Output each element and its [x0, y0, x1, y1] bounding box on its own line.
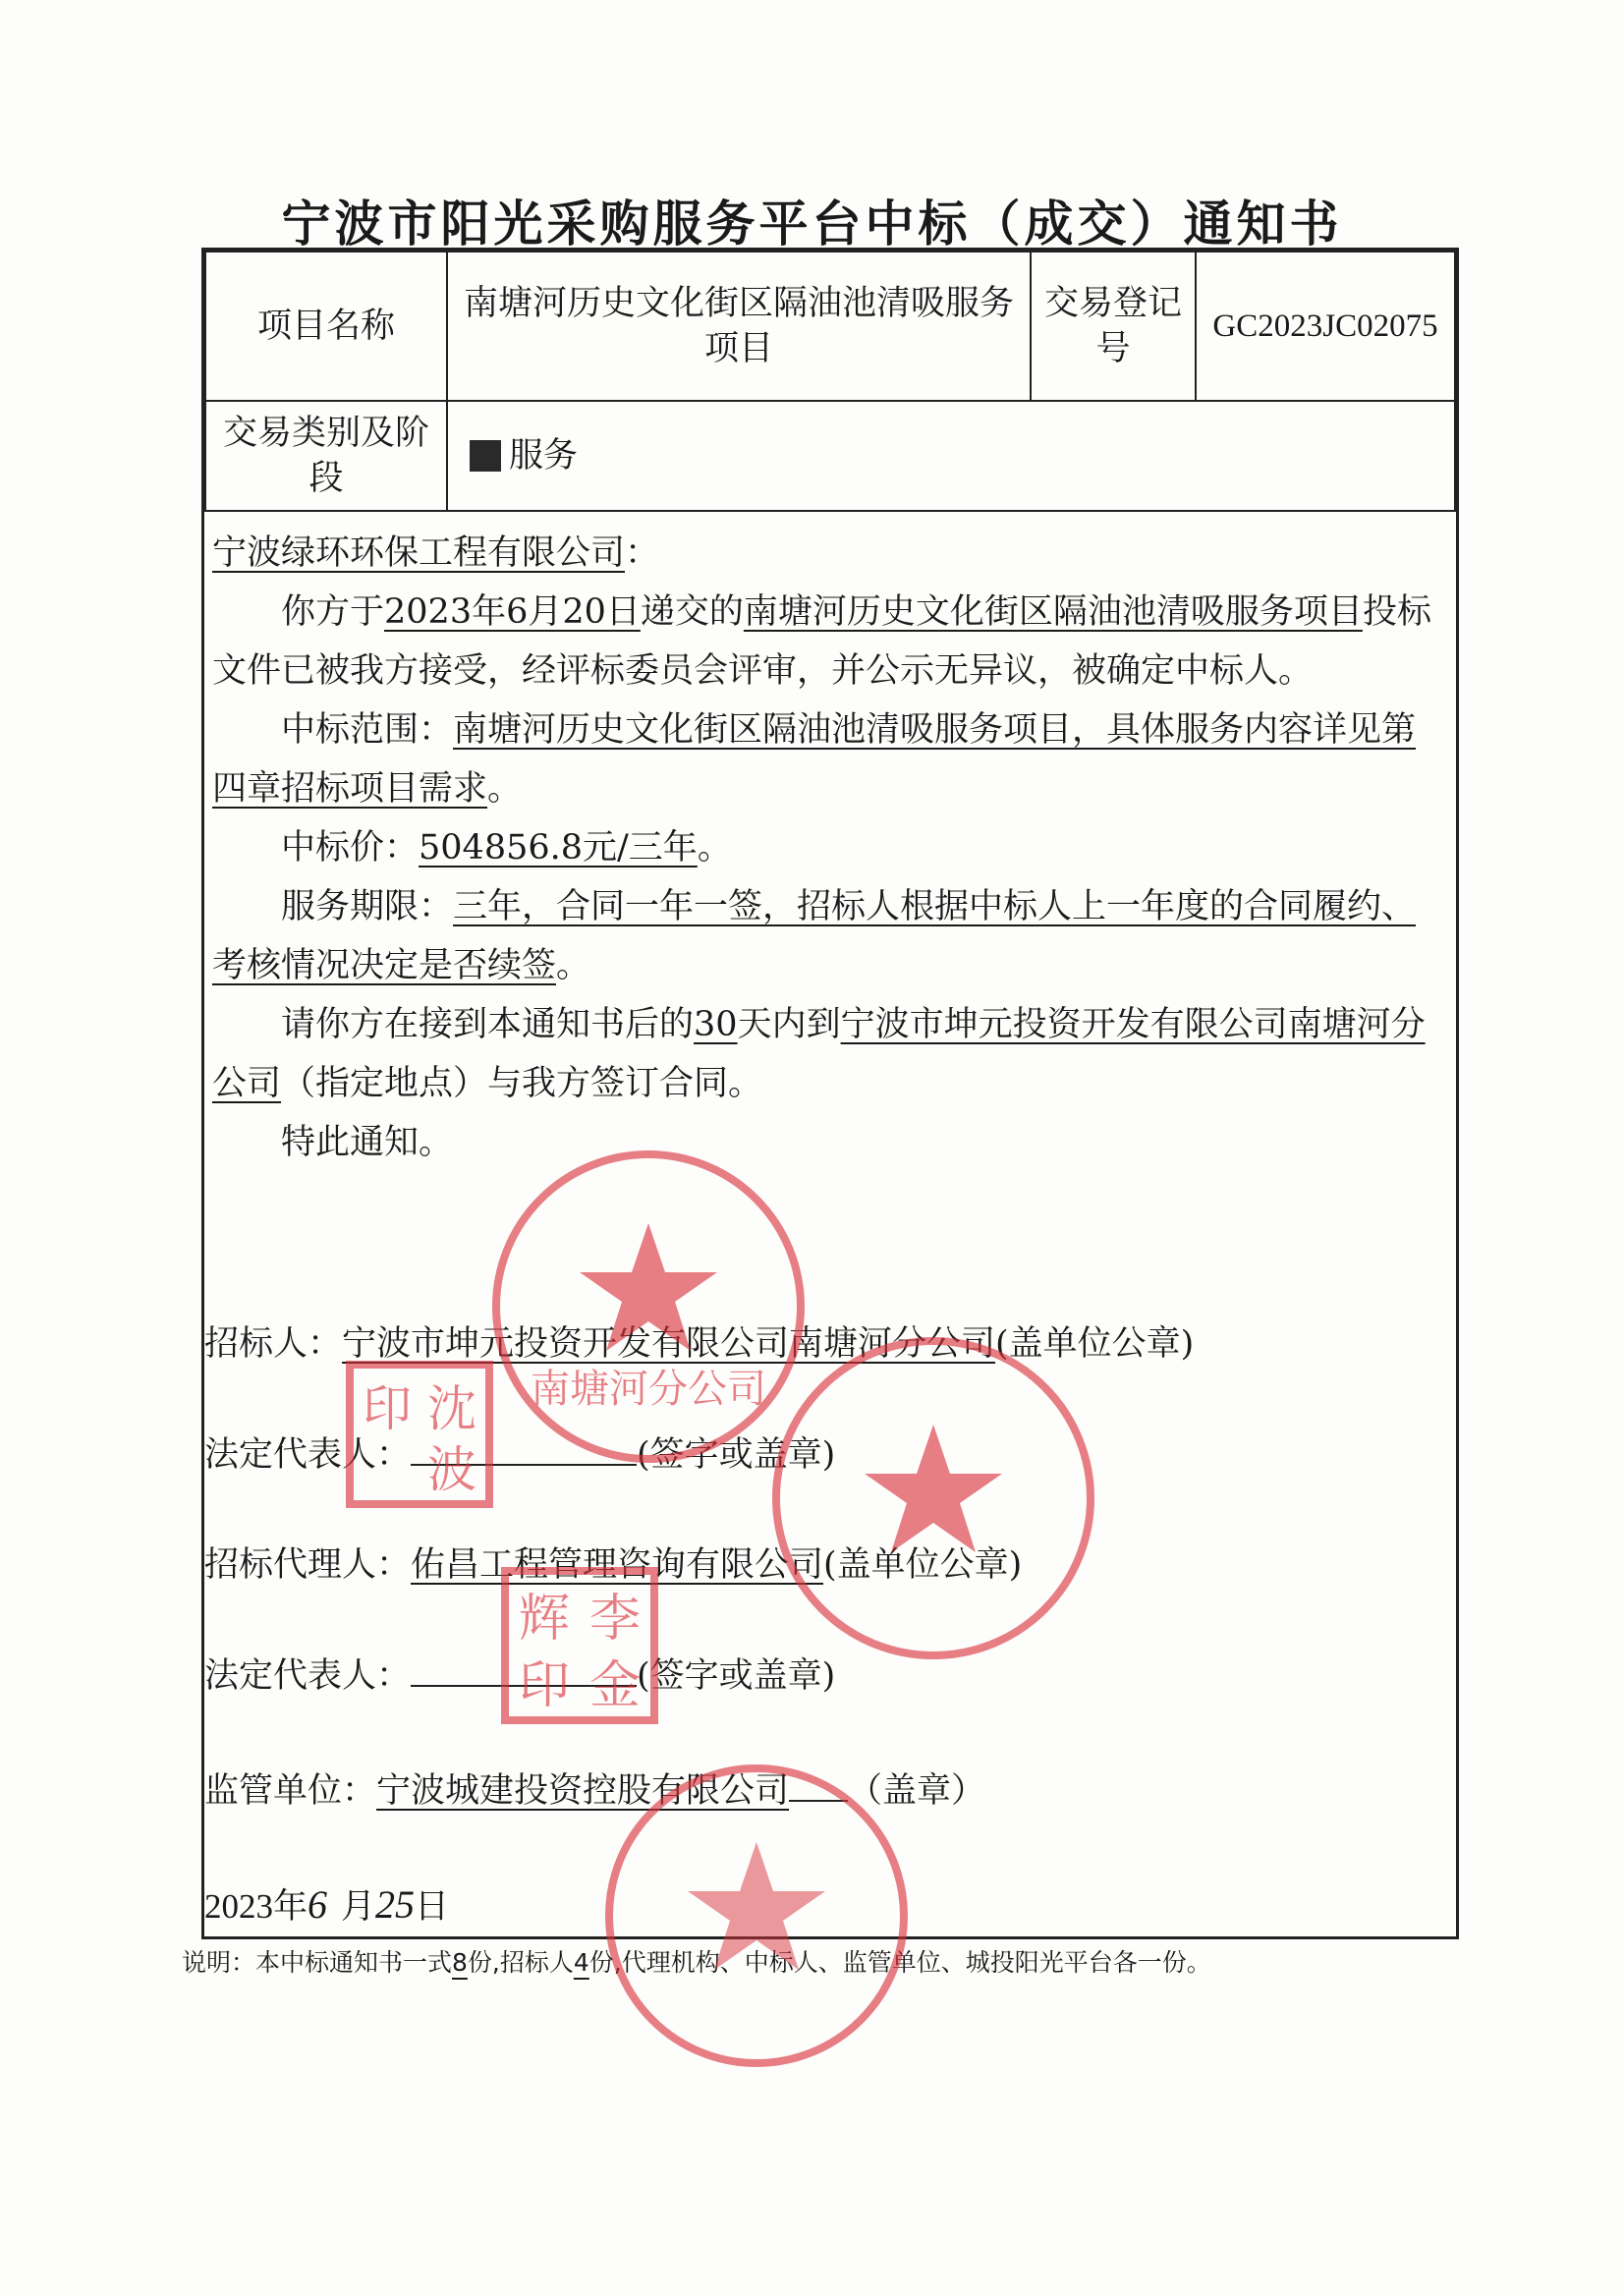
notice-body [212, 524, 1440, 1172]
supervisor-line: 监管单位：宁波城建投资控股有限公司 （盖章） [204, 1771, 986, 1811]
agent: 佑昌工程管理咨询有限公司 [411, 1545, 824, 1585]
reg-no: GC2023JC02075 [1196, 252, 1455, 401]
recipient-line: 宁波绿环环保工程有限公司： [212, 533, 660, 573]
award-project: 南塘河历史文化街区隔油池清吸服务项目 [743, 592, 1363, 632]
svg-text:波: 波 [427, 1441, 476, 1498]
category-cell [447, 401, 1455, 511]
checked-box-icon [470, 440, 501, 472]
paragraph-period: 服务期限：三年，合同一年一签，招标人根据中标人上一年度的合同履约、考核情况决定是否续签。 [212, 887, 1417, 985]
footnote: 说明：本中标通知书一式8份,招标人4份,代理机构、中标人、监管单位、城投阳光平台各一份。 [182, 1948, 1211, 1977]
personal-seal-1-icon [346, 1361, 493, 1508]
notice-frame [201, 248, 1459, 1939]
document-title: 宁波市阳光采购服务平台中标（成交）通知书 [281, 195, 1343, 252]
tenderer: 宁波市坤元投资开发有限公司南塘河分公司 [342, 1324, 996, 1364]
paragraph-scope: 中标范围：南塘河历史文化街区隔油池清吸服务项目，具体服务内容详见第四章招标项目需求。 [212, 710, 1417, 809]
agent-line: 招标代理人：佑昌工程管理咨询有限公司(盖单位公章) [204, 1545, 1023, 1585]
issue-date: 2023年6 月25日 [204, 1882, 450, 1927]
date-month: 6 [308, 1882, 328, 1927]
legal-rep-line: 法定代表人： (签字或盖章) [204, 1435, 836, 1475]
award-scope: 南塘河历史文化街区隔油池清吸服务项目，具体服务内容详见第四章招标项目需求 [212, 710, 1417, 809]
recipient: 宁波绿环环保工程有限公司 [212, 533, 626, 573]
legal-rep2-line: 法定代表人： (签字或盖章) [204, 1656, 836, 1696]
closing-line: 特此通知。 [281, 1123, 454, 1162]
submission-date: 2023年6月20日 [384, 592, 641, 632]
svg-text:沈: 沈 [427, 1380, 476, 1437]
service-period: 三年，合同一年一签，招标人根据中标人上一年度的合同履约、考核情况决定是否续签 [212, 887, 1417, 985]
date-day: 25 [375, 1882, 416, 1927]
svg-text:李: 李 [588, 1590, 642, 1649]
agent-seal-icon [766, 1331, 1100, 1665]
tenderer-seal-icon [486, 1145, 811, 1469]
reg-no-label: 交易登记号 [1031, 252, 1196, 401]
svg-text:金: 金 [588, 1656, 642, 1715]
category-value: 服务 [509, 436, 579, 476]
personal-seal-2-icon [501, 1567, 658, 1724]
project-name-label: 项目名称 [205, 252, 447, 401]
svg-text:辉: 辉 [518, 1590, 571, 1649]
contract-days: 30 [694, 1005, 738, 1044]
paragraph-contract: 请你方在接到本通知书后的30天内到宁波市坤元投资开发有限公司南塘河分公司（指定地点）与我方签订合同。 [212, 1005, 1426, 1103]
supervisor: 宁波城建投资控股有限公司 [376, 1771, 790, 1811]
category-label: 交易类别及阶段 [205, 401, 447, 511]
tenderer-line: 招标人：宁波市坤元投资开发有限公司南塘河分公司(盖单位公章) [204, 1324, 1195, 1364]
svg-text:南塘河分公司: 南塘河分公司 [531, 1367, 766, 1412]
svg-text:印: 印 [363, 1380, 412, 1437]
supervisor-seal-icon [599, 1759, 914, 2073]
contract-place: 宁波市坤元投资开发有限公司南塘河分公司 [212, 1005, 1426, 1103]
project-name: 南塘河历史文化街区隔油池清吸服务项目 [447, 252, 1031, 401]
award-price: 504856.8元/三年 [419, 828, 698, 868]
paragraph-price: 中标价：504856.8元/三年。 [281, 828, 732, 868]
header-table [204, 251, 1456, 512]
paragraph-award: 你方于2023年6月20日递交的南塘河历史文化街区隔油池清吸服务项目投标文件已被我方接受，经评标委员会评审，并公示无异议，被确定中标人。 [212, 592, 1431, 691]
svg-text:印: 印 [518, 1656, 571, 1715]
